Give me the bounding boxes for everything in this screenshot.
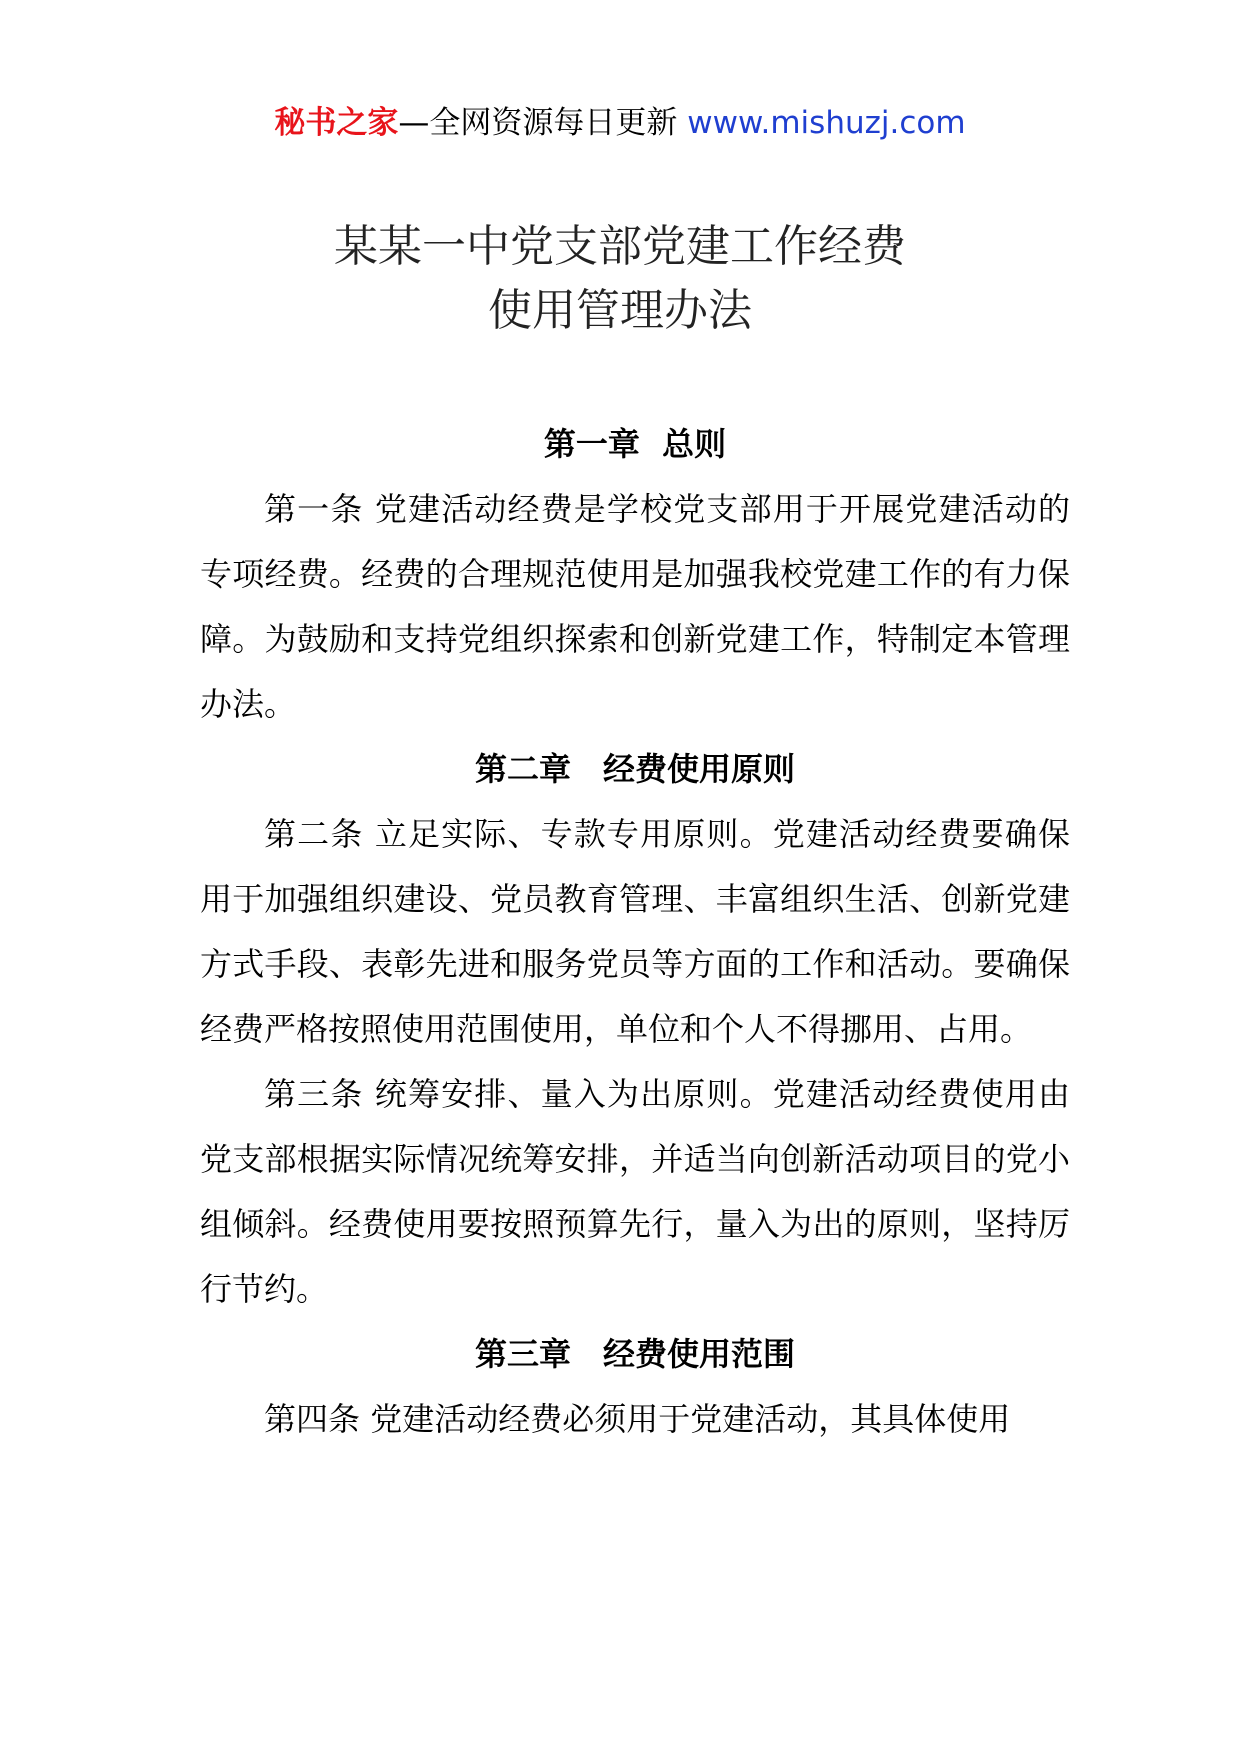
chapter-heading-2: 第二章 经费使用原则 (474, 750, 795, 788)
chapter-heading-1: 第一章 总则 (543, 425, 727, 463)
document-title (0, 215, 1240, 343)
article-text: 立足实际、专款专用原则。党建活动经费要确保用于加强组织建设、党员教育管理、丰富组织生活、创新党建方式手段、表彰先进和服务党员等方面的工作和活动。要确保经费严格按照使用范围使用，单位和个人不得挪用、占用。 (200, 815, 1070, 1048)
document-body (200, 412, 1070, 1452)
article-paragraph-3 (200, 1062, 1070, 1322)
article-text: 党建活动经费必须用于党建活动，其具体使用 (370, 1400, 1011, 1438)
article-label: 第四条 (264, 1400, 361, 1438)
site-header (0, 100, 1240, 146)
chapter-heading-3: 第三章 经费使用范围 (474, 1335, 795, 1373)
title-line-1: 某某一中党支部党建工作经费 (334, 221, 906, 272)
article-text: 党建活动经费是学校党支部用于开展党建活动的专项经费。经费的合理规范使用是加强我校党建工作的有力保障。为鼓励和支持党组织探索和创新党建工作，特制定本管理办法。 (200, 490, 1070, 723)
article-label: 第一条 (264, 490, 364, 528)
title-line-2: 使用管理办法 (488, 285, 752, 336)
article-paragraph-4 (200, 1387, 1070, 1452)
article-label: 第二条 (264, 815, 364, 853)
article-label: 第三条 (264, 1075, 364, 1113)
site-tagline: —全网资源每日更新 (398, 105, 678, 141)
site-brand: 秘书之家 (274, 105, 399, 141)
article-text: 统筹安排、量入为出原则。党建活动经费使用由党支部根据实际情况统筹安排，并适当向创新活动项目的党小组倾斜。经费使用要按照预算先行，量入为出的原则，坚持厉行节约。 (200, 1075, 1070, 1308)
article-paragraph-2 (200, 802, 1070, 1062)
article-paragraph-1 (200, 477, 1070, 737)
site-url-link[interactable]: www.mishuzj.com (687, 105, 966, 141)
